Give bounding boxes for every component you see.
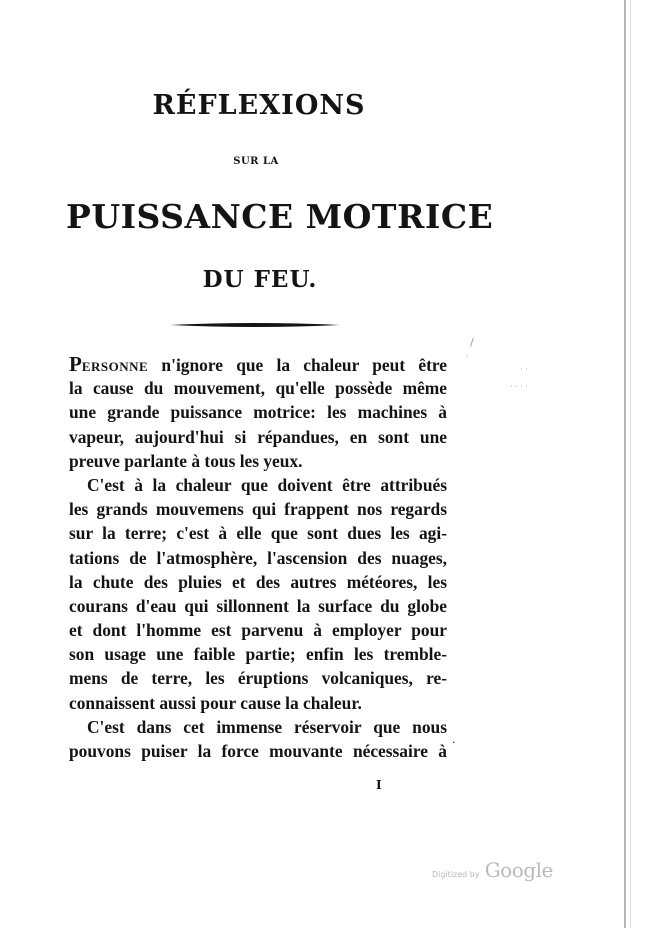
google-logo: Google [484,858,553,882]
margin-speck: · [452,736,456,749]
title-line-reflexions: RÉFLEXIONS [152,90,366,121]
text-line: la cause du mouvement, qu'elle possède même [69,378,447,399]
digitized-by-google-watermark [432,858,553,882]
ornamental-rule [170,322,340,328]
text-line-rest: n'ignore que la chaleur peut être [148,355,447,375]
text-line: C'est dans cet immense réservoir que nous [87,716,447,737]
text-line: et dont l'homme est parvenu à employer pour [69,620,447,641]
text-line: sur la terre; c'est à elle que sont dues les agi- [69,523,447,544]
text-line: son usage une faible partie; enfin les tremble- [69,644,447,665]
drop-cap: P [69,352,82,376]
small-caps-word: ERSONNE [81,359,149,374]
text-line: tations de l'atmosphère, l'ascension des nuages, [69,547,447,568]
text-line: vapeur, aujourd'hui si répandues, en sont une [69,426,447,447]
text-line: mens de terre, les éruptions volcaniques, re- [69,668,447,689]
text-line: pouvons puiser la force mouvante nécessaire à [69,741,447,761]
title-line-puissance-motrice: PUISSANCE MOTRICE [66,197,494,236]
text-line: preuve parlante à tous les yeux. [69,450,303,471]
signature-mark: I [376,778,382,792]
margin-speck: · · [520,365,528,374]
text-line: connaissent aussi pour cause la chaleur. [69,692,362,713]
margin-speck: / [470,336,474,349]
margin-speck: · [466,352,469,361]
text-line [69,352,447,376]
margin-speck: · · · · [510,382,528,391]
text-line: courans d'eau qui sillonnent la surface du globe [69,595,447,616]
page-edge [624,0,626,928]
title-line-du-feu: DU FEU. [202,266,318,293]
watermark-prefix: Digitized by [432,870,480,879]
text-line: C'est à la chaleur que doivent être attribués [87,474,447,495]
text-line: une grande puissance motrice: les machines à [69,402,447,423]
text-line: les grands mouvemens qui frappent nos regards [69,499,447,520]
page-edge-shadow [630,0,631,928]
title-line-sur-la: SUR LA [233,156,279,167]
text-line: la chute des pluies et des autres météores, les [69,571,447,592]
body-text [69,352,447,763]
